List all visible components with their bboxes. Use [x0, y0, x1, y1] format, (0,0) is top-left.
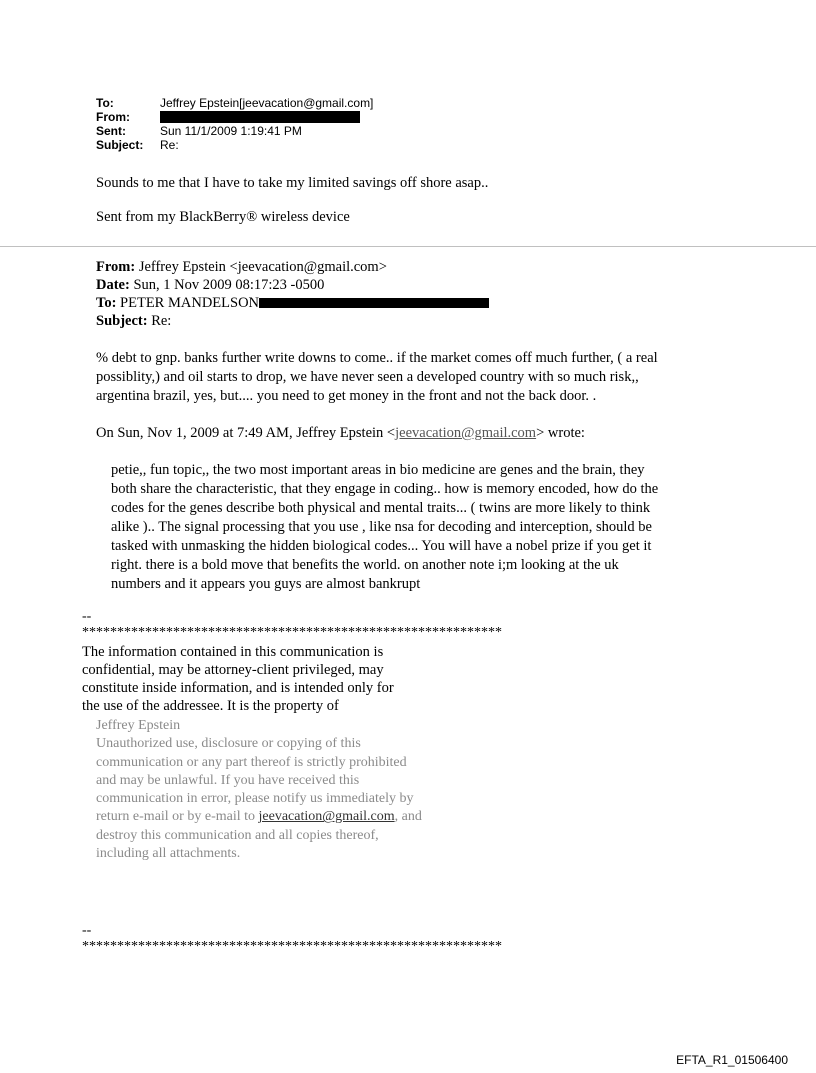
disclaimer-line: confidential, may be attorney-client privileged, may	[82, 662, 384, 678]
disclaimer-gray-line: Unauthorized use, disclosure or copying of this	[96, 736, 361, 752]
document-id: EFTA_R1_01506400	[676, 1053, 788, 1067]
signature: Sent from my BlackBerry® wireless device	[96, 209, 350, 225]
quoted-line: both share the characteristic, that they engage in coding.. how is memory encoded, how do the	[111, 481, 659, 497]
email-link[interactable]: jeevacation@gmail.com	[258, 809, 395, 825]
date-label: Date:	[96, 277, 130, 293]
disclaimer-line: the use of the addressee. It is the property of	[82, 698, 339, 714]
email-header-1	[96, 96, 373, 152]
sent-label: Sent:	[96, 124, 126, 138]
disclaimer-gray-line: Jeffrey Epstein	[96, 718, 181, 733]
quoted-line: tasked with unmasking the hidden biological codes... You will have a nobel prize if you get it	[111, 538, 652, 554]
quoted-line: right. there is a bold move that benefits the world. on another note i;m looking at the uk	[111, 557, 619, 573]
redaction-bar	[259, 298, 489, 308]
disclaimer-gray-line: destroy this communication and all copies thereof,	[96, 827, 379, 843]
to-value-2: PETER MANDELSON	[116, 295, 260, 311]
sig-dash-2: --	[82, 923, 92, 938]
body-paragraph	[96, 349, 658, 406]
quoted-line: codes for the genes describe both physical and mental traits... ( twins are more likely to think	[111, 500, 651, 516]
disclaimer	[82, 643, 394, 715]
from-value-2: Jeffrey Epstein <jeevacation@gmail.com>	[135, 259, 387, 275]
subject-label: Subject:	[96, 138, 144, 152]
email-link[interactable]: jeevacation@gmail.com	[395, 425, 537, 441]
disclaimer-gray-line: including all attachments.	[96, 846, 241, 862]
to-label: To:	[96, 96, 114, 110]
header2-from	[96, 258, 387, 277]
subject-value-2: Re:	[147, 313, 172, 329]
disclaimer-line: The information contained in this communication is	[82, 644, 384, 660]
disclaimer-gray-line: and may be unlawful. If you have received this	[96, 772, 360, 788]
quoted-line: alike ).. The signal processing that you use , like nsa for decoding and interception, should be	[111, 519, 652, 535]
from-label-2: From:	[96, 259, 136, 275]
stars-separator: ************************************************************	[82, 625, 502, 640]
disclaimer-gray-line: communication or any part thereof is strictly prohibited	[96, 754, 407, 770]
body-line: % debt to gnp. banks further write downs to come.. if the market comes off much further, ( a real	[96, 350, 658, 366]
to-value: Jeffrey Epstein[jeevacation@gmail.com]	[160, 96, 374, 110]
header-sent-row	[96, 124, 373, 138]
return-line	[96, 808, 422, 826]
disclaimer-gray	[96, 717, 422, 863]
subject-label-2: Subject:	[96, 313, 148, 329]
on-wrote-suffix: > wrote:	[536, 425, 585, 441]
header2-subject	[96, 312, 171, 331]
disclaimer-line: constitute inside information, and is intended only for	[82, 680, 394, 696]
disclaimer-gray-line: communication in error, please notify us immediately by	[96, 791, 414, 807]
header-to-row	[96, 96, 373, 110]
subject-value: Re:	[160, 138, 179, 152]
redaction-bar	[160, 111, 360, 123]
body-line: possiblity,) and oil starts to drop, we have never seen a developed country with so much risk,,	[96, 369, 639, 385]
header-from-row	[96, 110, 373, 124]
to-label-2: To:	[96, 295, 117, 311]
header2-to	[96, 294, 489, 313]
body-line: argentina brazil, yes, but.... you need to get money in the front and not the back door. .	[96, 388, 597, 404]
sent-value: Sun 11/1/2009 1:19:41 PM	[160, 124, 302, 138]
quoted-message	[111, 461, 658, 594]
from-label: From:	[96, 110, 130, 124]
date-value: Sun, 1 Nov 2009 08:17:23 -0500	[129, 277, 325, 293]
return-prefix: return e-mail or by e-mail to	[96, 809, 259, 825]
on-wrote-line	[96, 424, 585, 443]
on-wrote-prefix: On Sun, Nov 1, 2009 at 7:49 AM, Jeffrey Epstein <	[96, 425, 396, 441]
divider	[0, 246, 816, 247]
header2-date	[96, 276, 324, 295]
quoted-line: numbers and it appears you guys are almost bankrupt	[111, 576, 421, 592]
header-subject-row	[96, 138, 373, 152]
sig-dash: --	[82, 609, 92, 624]
quoted-line: petie,, fun topic,, the two most important areas in bio medicine are genes and the brain, they	[111, 462, 645, 478]
reply-body: Sounds to me that I have to take my limited savings off shore asap..	[96, 175, 489, 191]
return-suffix: , and	[394, 809, 422, 825]
stars-separator-2: ************************************************************	[82, 939, 502, 954]
